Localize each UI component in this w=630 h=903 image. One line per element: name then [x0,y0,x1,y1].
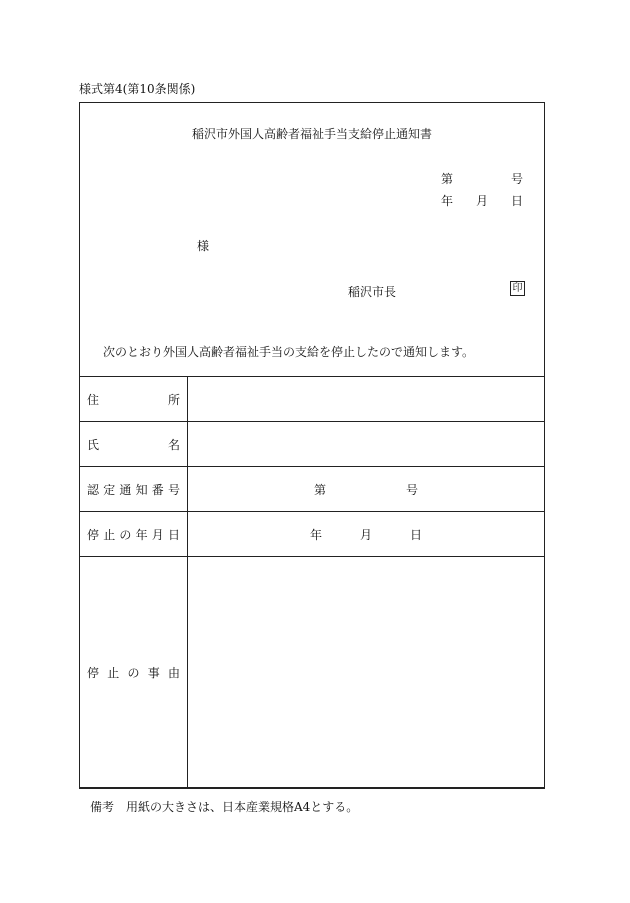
table-row-cert-number [80,467,545,512]
name-label: 氏 名 [80,422,188,467]
table-row-name [80,422,545,467]
reason-label: 停 止 の 事 由 [80,557,188,789]
cert-number-value: 第 号 [188,467,545,512]
document-number-line [441,170,523,187]
date-day: 日 [510,194,523,208]
form-label: 様式第4(第10条関係) [79,82,196,96]
document-title: 稲沢市外国人高齢者福祉手当支給停止通知書 [191,127,432,141]
notice-form-frame [79,102,545,788]
notice-text: 次のとおり外国人高齢者福祉手当の支給を停止したので通知します。 [103,345,475,359]
date-year: 年 [441,194,454,208]
table-row-stop-date [80,512,545,557]
issuer-name: 稲沢市長 [348,285,397,299]
table-row-address [80,377,545,422]
address-value [188,377,545,422]
stop-date-value: 年 月 日 [188,512,545,557]
remark-note: 備考 用紙の大きさは、日本産業規格A4とする。 [90,800,359,814]
name-value [188,422,545,467]
seal-mark: 印 [510,281,525,296]
cert-number-label: 認 定 通 知 番 号 [80,467,188,512]
table-row-reason [80,557,545,789]
reason-value [188,557,545,789]
number-prefix: 第 [441,172,454,186]
recipient-honorific: 様 [197,239,210,253]
number-suffix: 号 [510,172,523,186]
date-month: 月 [475,194,488,208]
stop-date-label: 停 止 の 年 月 日 [80,512,188,557]
document-date-line [441,192,523,209]
address-label: 住 所 [80,377,188,422]
details-table [79,376,545,789]
